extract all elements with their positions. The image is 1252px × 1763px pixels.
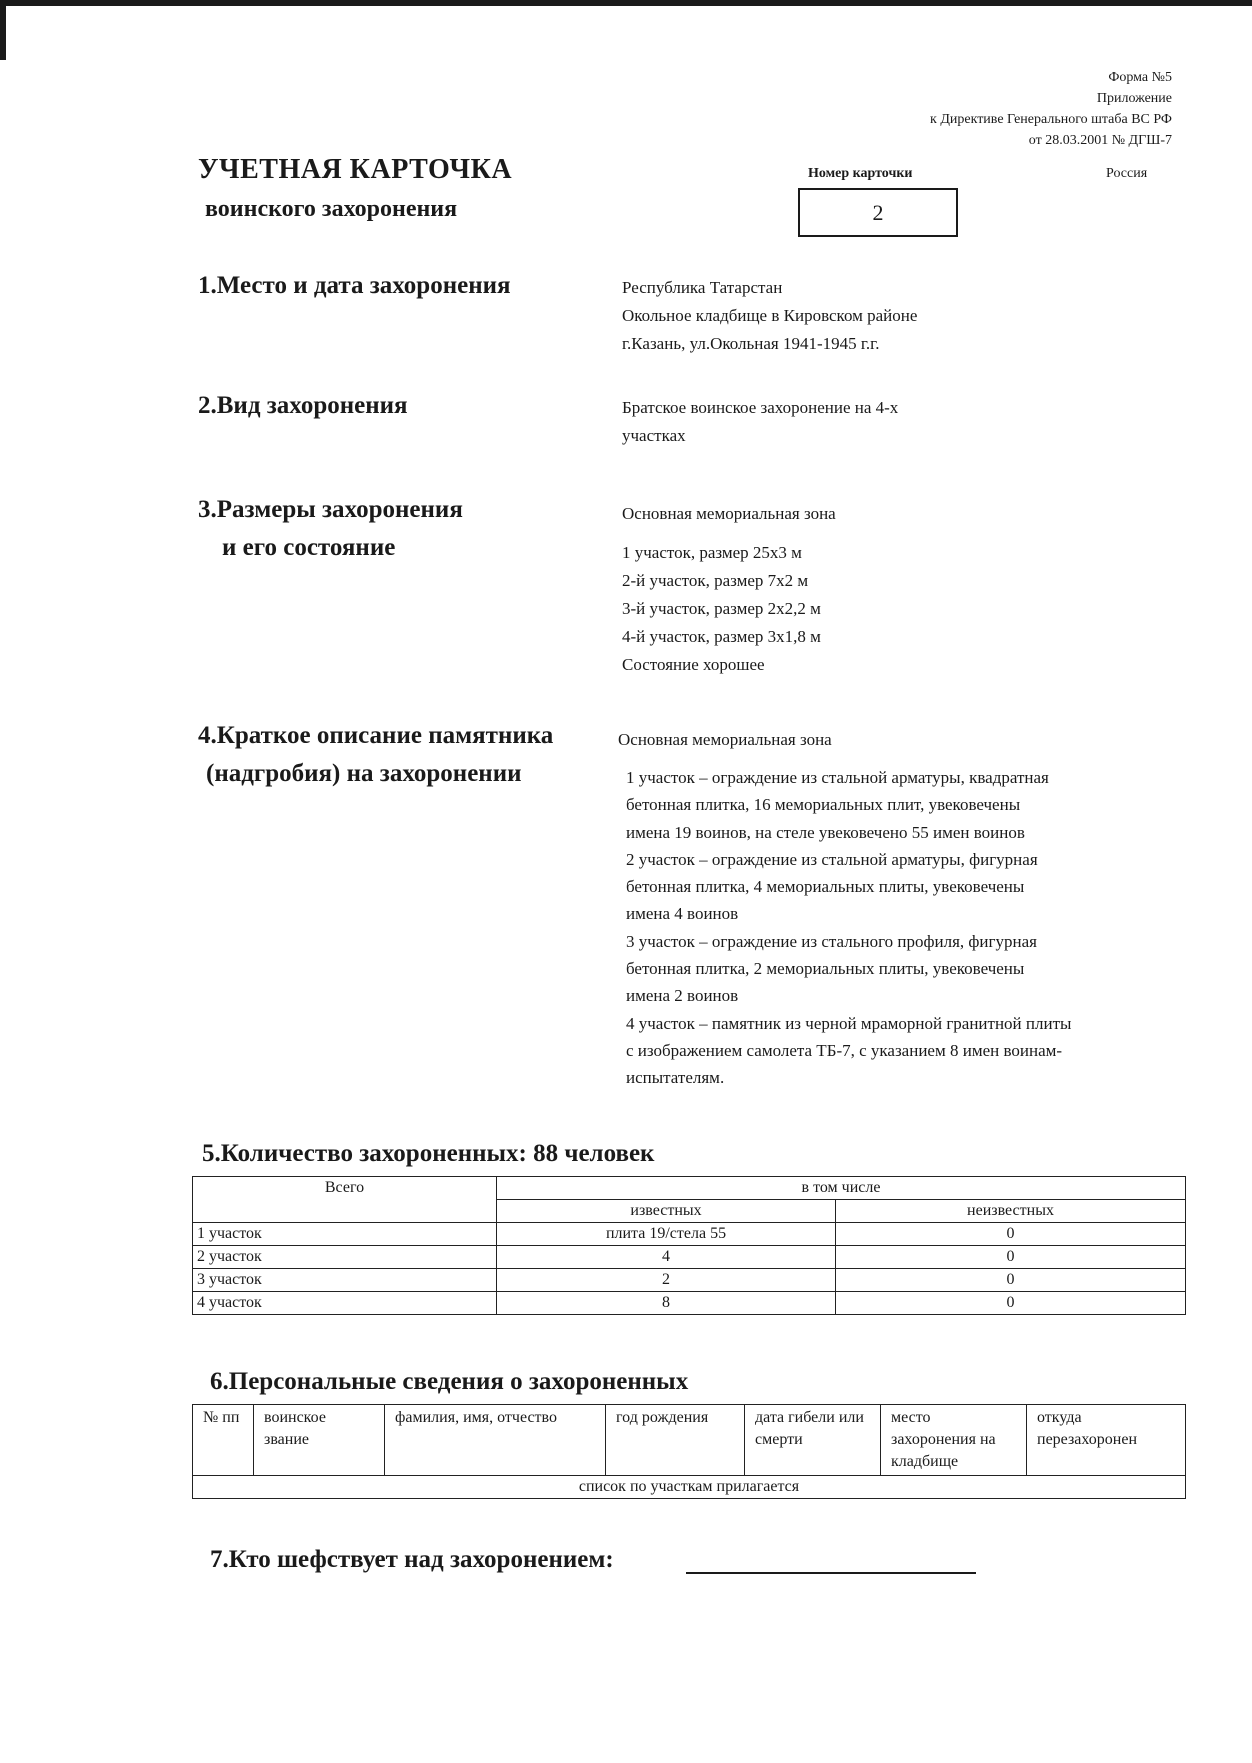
section-4-title: 4.Краткое описание памятника — [198, 722, 554, 749]
known-count: 2 — [497, 1269, 836, 1292]
text-line: бетонная плитка, 4 мемориальных плиты, увековечены — [626, 877, 1025, 897]
document-subtitle: воинского захоронения — [205, 196, 458, 222]
header-burial-place: место захоронения на кладбище — [881, 1405, 1027, 1476]
text-line: 3-й участок, размер 2х2,2 м — [622, 599, 821, 618]
known-count: 4 — [497, 1246, 836, 1269]
unknown-count: 0 — [836, 1292, 1186, 1315]
table-row — [193, 1223, 1186, 1246]
section-5-title: 5.Количество захороненных: 88 человек — [202, 1140, 655, 1167]
row-label: 3 участок — [193, 1269, 497, 1292]
unknown-count: 0 — [836, 1223, 1186, 1246]
scan-edge-left — [0, 0, 6, 60]
country-label: Россия — [1106, 166, 1148, 181]
section-2-text — [622, 394, 898, 450]
table-row — [193, 1269, 1186, 1292]
text-line: испытателям. — [626, 1068, 725, 1088]
text-line: Республика Татарстан — [622, 278, 783, 297]
table-row — [193, 1246, 1186, 1269]
card-number-label: Номер карточки — [808, 166, 913, 181]
form-line: Форма №5 — [1108, 70, 1172, 85]
section-1-text — [622, 274, 917, 358]
form-line: Приложение — [1096, 91, 1172, 106]
form-line: от 28.03.2001 № ДГШ-7 — [1028, 133, 1172, 148]
card-number-field: 2 — [798, 188, 958, 237]
section-3-title: 3.Размеры захоронения — [198, 496, 463, 523]
text-line: 4-й участок, размер 3х1,8 м — [622, 627, 821, 646]
row-label: 1 участок — [193, 1223, 497, 1246]
table-row — [193, 1292, 1186, 1315]
text-line: г.Казань, ул.Окольная 1941-1945 г.г. — [622, 334, 880, 353]
section-3-title-cont: и его состояние — [222, 534, 396, 561]
text-line: 2-й участок, размер 7х2 м — [622, 571, 809, 590]
header-full-name: фамилия, имя, отчество — [385, 1405, 606, 1476]
section-6-title: 6.Персональные сведения о захороненных — [210, 1368, 689, 1395]
text-line: бетонная плитка, 16 мемориальных плит, увековечены — [626, 795, 1021, 815]
header-rank: воинское звание — [254, 1405, 385, 1476]
section-4-heading: Основная мемориальная зона — [618, 730, 832, 749]
text-line: 1 участок – ограждение из стальной арматуры, квадратная — [626, 768, 1049, 787]
list-attached-note: список по участкам прилагается — [193, 1476, 1186, 1499]
header-known: известных — [497, 1200, 836, 1223]
row-label: 4 участок — [193, 1292, 497, 1315]
section-4-title-cont: (надгробия) на захоронении — [206, 760, 522, 787]
text-line: Состояние хорошее — [622, 655, 765, 674]
section-2-title: 2.Вид захоронения — [198, 392, 408, 419]
form-line: к Директиве Генерального штаба ВС РФ — [930, 112, 1172, 127]
section-3-heading: Основная мемориальная зона — [622, 504, 836, 523]
header-reburied-from: откуда перезахоронен — [1027, 1405, 1186, 1476]
text-line: Братское воинское захоронение на 4-х — [622, 398, 899, 417]
header-unknown: неизвестных — [836, 1200, 1186, 1223]
known-count: 8 — [497, 1292, 836, 1315]
section-4-text — [626, 764, 1071, 1092]
text-line: бетонная плитка, 2 мемориальных плиты, увековечены — [626, 959, 1025, 979]
patron-blank-line — [686, 1570, 976, 1574]
text-line: имена 4 воинов — [626, 904, 739, 924]
section-7-title: 7.Кто шефствует над захоронением: — [210, 1546, 614, 1573]
text-line: 3 участок – ограждение из стального профиля, фигурная — [626, 931, 1037, 951]
text-line: участках — [622, 426, 686, 445]
known-count: плита 19/стела 55 — [497, 1223, 836, 1246]
text-line: имена 2 воинов — [626, 986, 739, 1006]
header-including: в том числе — [497, 1177, 1186, 1200]
unknown-count: 0 — [836, 1269, 1186, 1292]
text-line: 1 участок, размер 25х3 м — [622, 543, 802, 562]
header-death-date: дата гибели или смерти — [745, 1405, 881, 1476]
text-line: с изображением самолета ТБ-7, с указанием 8 имен воинам- — [626, 1040, 1063, 1060]
header-birth-year: год рождения — [606, 1405, 745, 1476]
section-1-title: 1.Место и дата захоронения — [198, 272, 511, 299]
document-title: УЧЕТНАЯ КАРТОЧКА — [198, 154, 513, 185]
row-label: 2 участок — [193, 1246, 497, 1269]
unknown-count: 0 — [836, 1246, 1186, 1269]
form-header — [652, 67, 1172, 151]
burials-count-table — [192, 1176, 1186, 1315]
section-3-text — [622, 539, 821, 679]
personal-data-table — [192, 1404, 1186, 1499]
text-line: Окольное кладбище в Кировском районе — [622, 306, 918, 325]
header-total: Всего — [193, 1177, 497, 1223]
text-line: 4 участок – памятник из черной мраморной гранитной плиты — [626, 1013, 1072, 1033]
text-line: имена 19 воинов, на стеле увековечено 55 имен воинов — [626, 822, 1025, 842]
text-line: 2 участок – ограждение из стальной арматуры, фигурная — [626, 849, 1038, 869]
header-number: № пп — [193, 1405, 254, 1476]
scan-edge-top — [0, 0, 1252, 6]
